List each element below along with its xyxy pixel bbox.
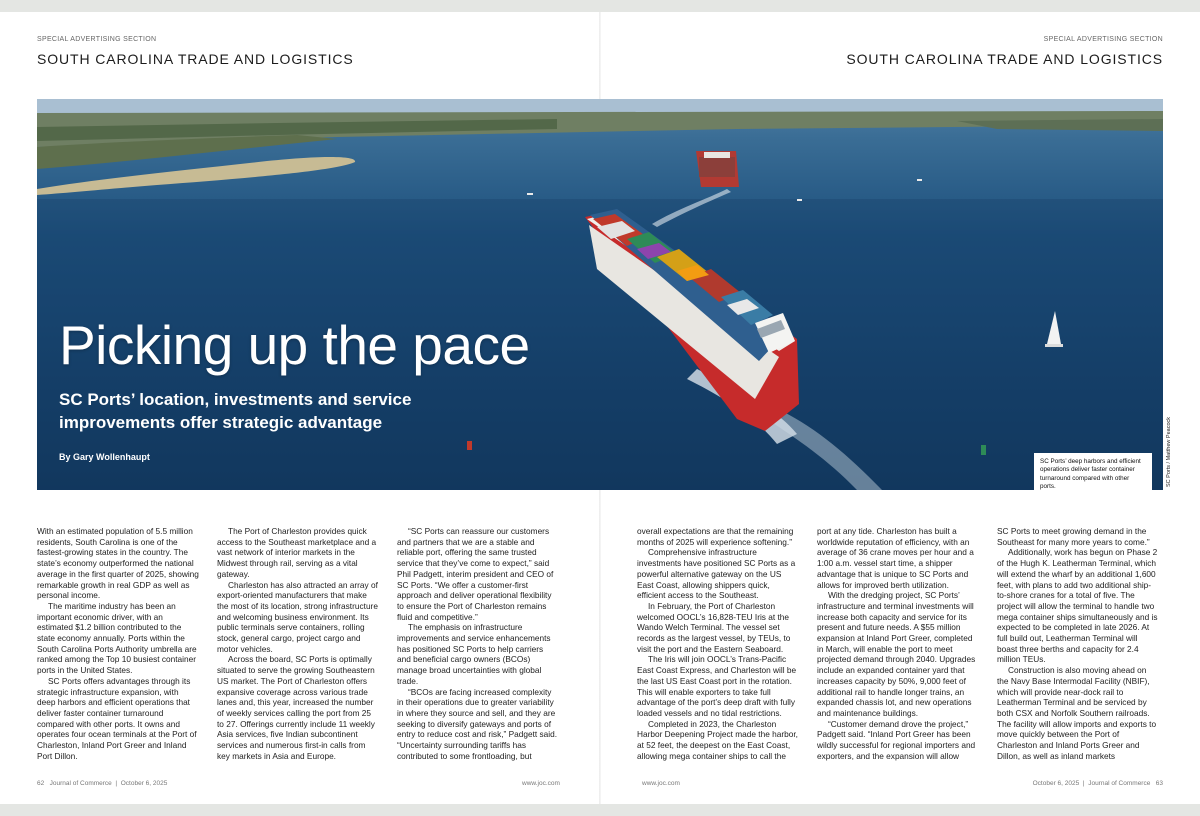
- left-footer-url[interactable]: www.joc.com: [522, 780, 560, 787]
- paragraph: Construction is also moving ahead on the Navy Base Intermodal Facility (NBIF), which will provide near-dock rail to Leatherman Terminal and be serviced by both CSX and Norfolk Southern railroads. The facility will allow imports and exports to move quickly between the Port of Charleston and Inland Ports Greer and Dillon, as well as inland markets: [997, 665, 1157, 761]
- paragraph: SC Ports offers advantages through its strategic infrastructure expansion, with deep harbors and efficient operations that deliver faster container turnaround compared with other ports. It owns and operates four ocean terminals at the Port of Charleston, Inland Port Greer and Inland Port Dillon.: [37, 675, 197, 761]
- right-section-title: SOUTH CAROLINA TRADE AND LOGISTICS: [846, 51, 1163, 67]
- paragraph: Completed in 2023, the Charleston Harbor Deepening Project made the harbor, at 52 feet, the deepest on the East Coast, allowing mega container ships to call the: [637, 718, 798, 761]
- text-column-1: [37, 526, 199, 761]
- paragraph: overall expectations are that the remaining months of 2025 will experience softening.”: [637, 526, 794, 547]
- right-section-label: SPECIAL ADVERTISING SECTION: [1043, 36, 1163, 43]
- magazine-spread: [0, 12, 1200, 804]
- paragraph: The emphasis on infrastructure improvements and service enhancements has positioned SC Ports to help carriers and beneficial cargo owners (BCOs) manage broad uncertainties with global trade.: [397, 622, 551, 686]
- publication-name: Journal of Commerce: [49, 780, 112, 787]
- left-section-title: SOUTH CAROLINA TRADE AND LOGISTICS: [37, 51, 354, 67]
- paragraph: With an estimated population of 5.5 million residents, South Carolina is one of the fastest-growing states in the country. The state’s economy outperformed the national average in the first quarter of 2025, showing remarkable growth in real GDP as well as personal income.: [37, 526, 199, 601]
- article-deck: SC Ports’ location, investments and service improvements offer strategic advantage: [59, 390, 412, 432]
- page-number: 63: [1155, 780, 1163, 787]
- paragraph: The Port of Charleston provides quick access to the Southeast marketplace and a vast network of interior markets in the Midwest through rail, serving as a vital gateway.: [217, 526, 377, 579]
- paragraph: “Customer demand drove the project,” Padgett said. “Inland Port Greer has been wildly successful for regional importers and exporters, and the expansion will allow: [817, 718, 976, 761]
- text-column-2: [217, 526, 379, 761]
- red-buoy: [467, 441, 472, 450]
- paragraph: Additionally, work has begun on Phase 2 of the Hugh K. Leatherman Terminal, which will extend the wharf by an additional 1,600 feet, with plans to add two additional ship-to-shore cranes for a total of five. The project will allow the terminal to handle two mega container ships simultaneously and is expected to be completed in late 2026. At full build out, Leatherman Terminal will boast three berths and capacity for 2.4 million TEUs.: [997, 547, 1158, 665]
- photo-credit: SC Ports / Matthew Peacock: [1166, 417, 1172, 487]
- page-number: 62: [37, 780, 45, 787]
- paragraph: “BCOs are facing increased complexity in their operations due to greater variability in where they source and sell, and they are seeking to diversify gateways and ports of entry to reduce cost and risk,” Padgett said. “Uncertainty surrounding tariffs has contributed to some frontloading, but: [397, 686, 558, 761]
- paragraph: The maritime industry has been an important economic driver, with an estimated $1.2 billion contributed to the state economy annually. Ports within the South Carolina Ports Authority umbrella are ranked among the Top 10 busiest container ports in the United States.: [37, 600, 197, 676]
- left-section-label: SPECIAL ADVERTISING SECTION: [37, 36, 157, 43]
- distant-ship: [696, 151, 739, 187]
- paragraph: port at any tide. Charleston has built a worldwide reputation of efficiency, with an average of 36 crane moves per hour and a 1:00 a.m. vessel start time, a shipper advantage that is unique to SC Ports and allows for improved berth utilization.: [817, 526, 974, 590]
- byline: By Gary Wollenhaupt: [59, 452, 150, 462]
- paragraph: “SC Ports can reassure our customers and partners that we are a stable and reliable port, offering the same trusted service that they’ve come to expect,” said Phil Padgett, interim president and CEO of SC Ports. “We offer a customer-first approach and deliver operational flexibility to ensure the Port of Charleston remains fluid and competitive.”: [397, 526, 554, 622]
- footer-separator: |: [1082, 780, 1085, 787]
- paragraph: Charleston has also attracted an array of export-oriented manufacturers that make the most of its location, strong infrastructure and welcoming business environment. Its public terminals serve containers, rolling stock, general cargo, project cargo and motor vehicles.: [217, 579, 378, 654]
- right-footer-url[interactable]: www.joc.com: [642, 780, 680, 787]
- paragraph: SC Ports to meet growing demand in the Southeast for many more years to come.”: [997, 526, 1150, 547]
- text-column-5: [817, 526, 979, 761]
- right-footer: [1033, 780, 1163, 787]
- green-buoy: [981, 445, 986, 455]
- text-column-4: [637, 526, 799, 761]
- article-headline: Picking up the pace: [59, 314, 530, 376]
- paragraph: Comprehensive infrastructure investments have positioned SC Ports as a powerful alternative gateway on the US East Coast, allowing shippers quick, efficient access to the Southeast.: [637, 547, 796, 601]
- issue-date: October 6, 2025: [1032, 780, 1080, 787]
- publication-name: Journal of Commerce: [1088, 780, 1151, 787]
- paragraph: In February, the Port of Charleston welcomed OOCL’s 16,828-TEU Iris at the Wando Welch Terminal. The vessel set records as the largest vessel, by TEUs, to visit the port and the Eastern Seaboard.: [637, 600, 791, 654]
- paragraph: The Iris will join OOCL’s Trans-Pacific East Coast Express, and Charleston will be the last US East Coast port in the rotation. This will enable exporters to take full advantage of the port’s deep draft with fully loaded vessels and no tidal restrictions.: [637, 654, 797, 718]
- text-column-6: [997, 526, 1159, 761]
- paragraph: With the dredging project, SC Ports’ infrastructure and terminal investments will increase both capacity and service for its present and future needs. A $55 million expansion at Inland Port Greer, completed in March, will enable the port to meet projected demand through 2040. Upgrades include an expanded container yard that increases capacity by 50%, 9,000 feet of additional rail to handle longer trains, an expanded chassis lot, and new operations and maintenance buildings.: [817, 590, 976, 718]
- issue-date: October 6, 2025: [120, 780, 168, 787]
- footer-separator: |: [115, 780, 118, 787]
- left-footer: [37, 780, 167, 787]
- text-column-3: [397, 526, 559, 761]
- hero-photo: [37, 99, 1163, 490]
- photo-caption: SC Ports’ deep harbors and efficient operations deliver faster container turnaround compared with other ports.: [1034, 453, 1152, 490]
- paragraph: Across the board, SC Ports is optimally situated to serve the growing Southeastern US market. The Port of Charleston offers expansive coverage across various trade lanes and, this year, increased the number of weekly services calling the port from 25 to 27. Offerings currently include 11 weekly Asia services, five Indian subcontinent services and numerous first-in calls from key markets in Asia and Europe.: [217, 654, 375, 761]
